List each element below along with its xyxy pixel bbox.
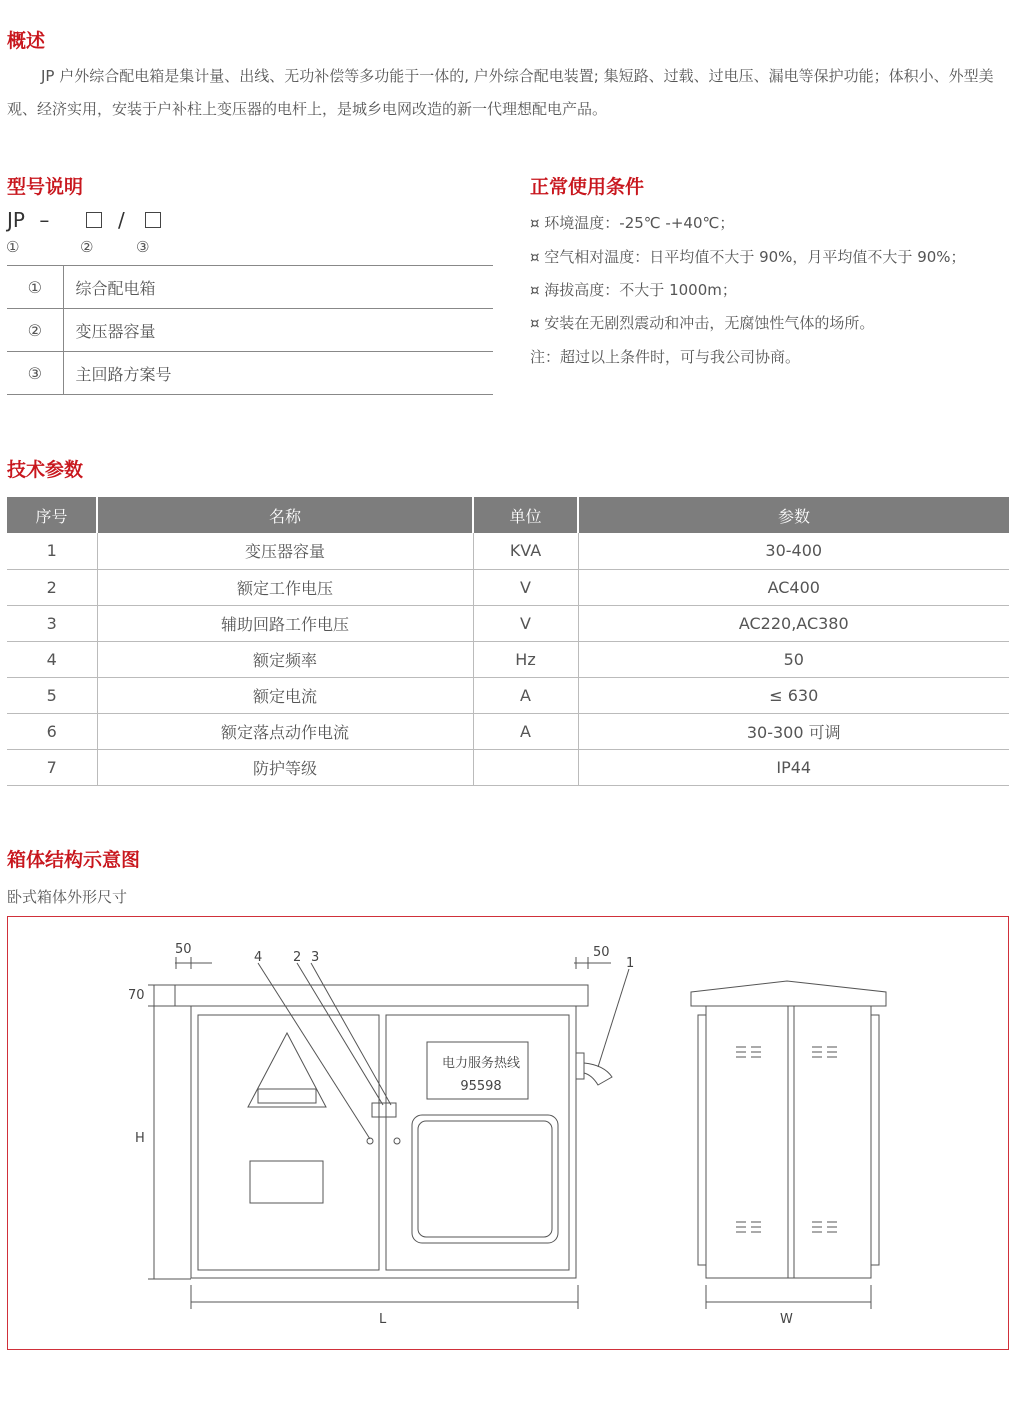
cell bbox=[473, 749, 578, 785]
condition-item: ¤ 安装在无剧烈震动和冲击，无腐蚀性气体的场所。 bbox=[530, 314, 875, 332]
cell: 额定工作电压 bbox=[97, 569, 473, 605]
condition-item: ¤ 空气相对温度：日平均值不大于 90%，月平均值不大于 90%； bbox=[530, 248, 966, 266]
handle-icon bbox=[394, 1138, 400, 1144]
model-slash: / bbox=[118, 208, 125, 232]
cell: 1 bbox=[7, 533, 97, 569]
table-row bbox=[7, 352, 493, 395]
cell: 50 bbox=[578, 641, 1009, 677]
row-label: 主回路方案号 bbox=[63, 352, 493, 395]
marker-3: ③ bbox=[136, 238, 150, 256]
table-row bbox=[7, 533, 1009, 569]
model-dash: – bbox=[39, 208, 50, 232]
dim-roof: 70 bbox=[128, 988, 145, 1003]
table-row bbox=[7, 309, 493, 352]
cell: 额定电流 bbox=[97, 677, 473, 713]
dim-top-right: 50 bbox=[593, 945, 610, 960]
col-header: 名称 bbox=[97, 497, 473, 533]
cell: IP44 bbox=[578, 749, 1009, 785]
warning-label-box bbox=[258, 1089, 316, 1103]
model-heading: 型号说明 bbox=[7, 176, 84, 198]
callout-3: 3 bbox=[311, 950, 320, 965]
warning-triangle-icon bbox=[248, 1033, 326, 1107]
placeholder-box bbox=[86, 212, 102, 228]
model-prefix: JP bbox=[7, 208, 25, 232]
row-label: 综合配电箱 bbox=[63, 266, 493, 309]
callout-leader bbox=[258, 963, 370, 1139]
callout-2: 2 bbox=[293, 950, 302, 965]
row-label: 变压器容量 bbox=[63, 309, 493, 352]
drawing-frame bbox=[7, 916, 1009, 1350]
vent-icons bbox=[736, 1047, 837, 1232]
cell: 30-400 bbox=[578, 533, 1009, 569]
marker-1: ① bbox=[6, 238, 20, 256]
callout-leader bbox=[598, 969, 629, 1067]
cell: 7 bbox=[7, 749, 97, 785]
dim-top-left: 50 bbox=[175, 942, 192, 957]
model-code bbox=[7, 208, 161, 232]
conditions-note: 注：超过以上条件时，可与我公司协商。 bbox=[530, 348, 801, 366]
callout-leader bbox=[297, 963, 383, 1105]
cell: ≤ 630 bbox=[578, 677, 1009, 713]
model-table bbox=[7, 265, 493, 395]
condition-item: ¤ 海拔高度：不大于 1000m； bbox=[530, 281, 737, 299]
table-header-row bbox=[7, 497, 1009, 533]
right-door bbox=[386, 1015, 569, 1270]
overview-heading: 概述 bbox=[7, 30, 46, 52]
cell: V bbox=[473, 605, 578, 641]
cell: A bbox=[473, 677, 578, 713]
dim-length: L bbox=[379, 1312, 387, 1327]
cell: Hz bbox=[473, 641, 578, 677]
params-table bbox=[7, 497, 1009, 786]
col-header: 参数 bbox=[578, 497, 1009, 533]
cell: 辅助回路工作电压 bbox=[97, 605, 473, 641]
nameplate-box bbox=[250, 1161, 323, 1203]
cell: 额定频率 bbox=[97, 641, 473, 677]
outlet-pipe bbox=[576, 1053, 584, 1079]
row-number: ② bbox=[7, 309, 63, 352]
cell: AC220,AC380 bbox=[578, 605, 1009, 641]
col-header: 单位 bbox=[473, 497, 578, 533]
cell: V bbox=[473, 569, 578, 605]
cell: AC400 bbox=[578, 569, 1009, 605]
conditions-heading: 正常使用条件 bbox=[530, 176, 645, 198]
condition-item: ¤ 环境温度：-25℃ -+40℃； bbox=[530, 214, 735, 232]
hotline-number: 95598 bbox=[460, 1079, 502, 1094]
cell: 5 bbox=[7, 677, 97, 713]
cell: 4 bbox=[7, 641, 97, 677]
cabinet-drawing bbox=[8, 917, 1008, 1349]
cell: 3 bbox=[7, 605, 97, 641]
hotline-label: 电力服务热线 bbox=[441, 1056, 521, 1071]
row-number: ③ bbox=[7, 352, 63, 395]
structure-subheading: 卧式箱体外形尺寸 bbox=[7, 888, 128, 906]
structure-heading: 箱体结构示意图 bbox=[7, 849, 141, 871]
dim-width: W bbox=[780, 1312, 793, 1327]
cell: 额定落点动作电流 bbox=[97, 713, 473, 749]
cell: 6 bbox=[7, 713, 97, 749]
col-header: 序号 bbox=[7, 497, 97, 533]
table-row bbox=[7, 569, 1009, 605]
lock-icon bbox=[372, 1103, 396, 1117]
viewing-window bbox=[412, 1115, 558, 1243]
cell: 30-300 可调 bbox=[578, 713, 1009, 749]
callout-1: 1 bbox=[626, 956, 635, 971]
cell: 防护等级 bbox=[97, 749, 473, 785]
viewing-window-inner bbox=[418, 1121, 552, 1237]
marker-2: ② bbox=[80, 238, 94, 256]
dim-height: H bbox=[135, 1131, 145, 1146]
table-row bbox=[7, 749, 1009, 785]
table-row bbox=[7, 713, 1009, 749]
side-flange-left bbox=[698, 1015, 706, 1265]
table-row bbox=[7, 605, 1009, 641]
roof-shape bbox=[175, 985, 588, 1006]
cell: A bbox=[473, 713, 578, 749]
callout-4: 4 bbox=[254, 950, 263, 965]
cell: 2 bbox=[7, 569, 97, 605]
params-heading: 技术参数 bbox=[7, 459, 84, 481]
cell: KVA bbox=[473, 533, 578, 569]
side-flange-right bbox=[871, 1015, 879, 1265]
row-number: ① bbox=[7, 266, 63, 309]
cell: 变压器容量 bbox=[97, 533, 473, 569]
table-row bbox=[7, 641, 1009, 677]
overview-text: JP 户外综合配电箱是集计量、出线、无功补偿等多功能于一体的, 户外综合配电装置; 集短路、过载、过电压、漏电等保护功能；体积小、外型美观、经济实用，安装于户补柱上变压器的电杆上，是城乡电网改造的新一代理想配电产品。 bbox=[7, 67, 994, 118]
table-row bbox=[7, 677, 1009, 713]
side-roof bbox=[691, 981, 886, 1006]
table-row bbox=[7, 266, 493, 309]
placeholder-box bbox=[145, 212, 161, 228]
